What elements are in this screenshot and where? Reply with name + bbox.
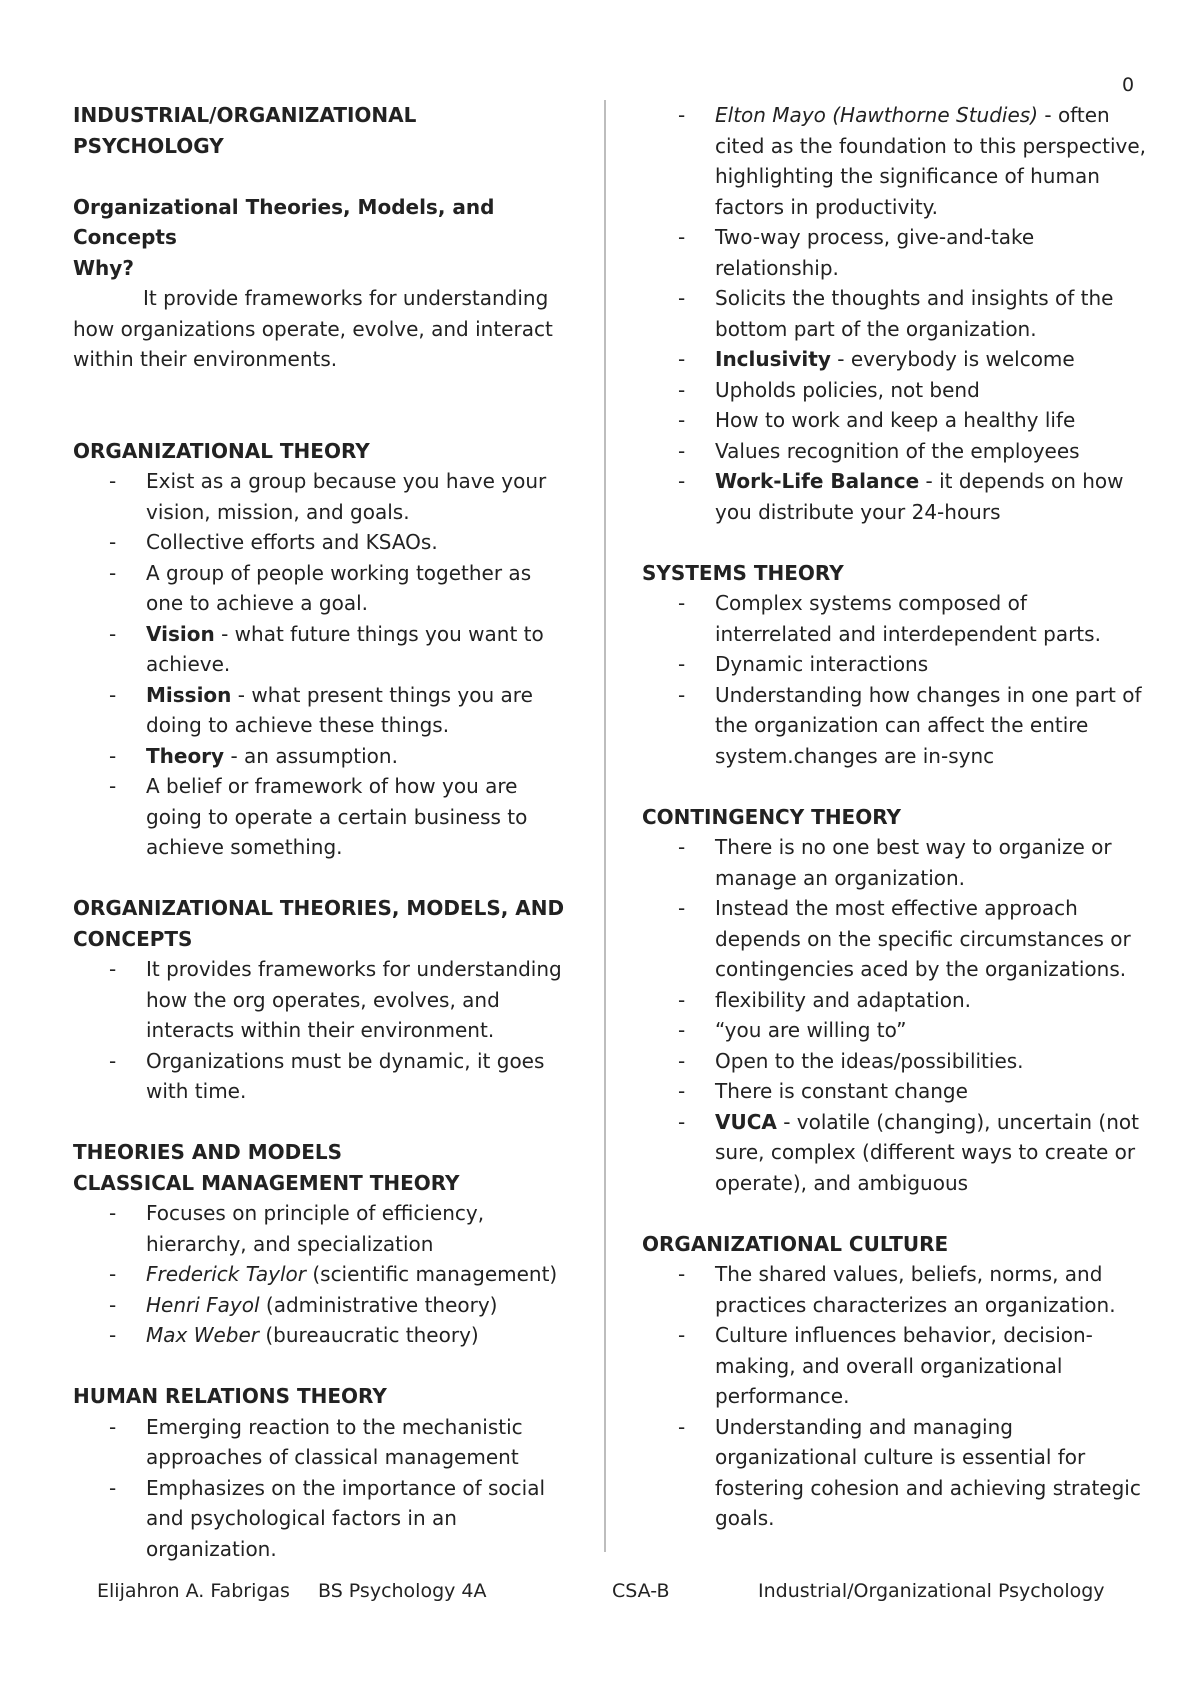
list-item: - How to work and keep a healthy life: [715, 405, 1147, 436]
heading-theories-and-models: THEORIES AND MODELS: [73, 1140, 343, 1164]
list-item: [146, 1259, 573, 1290]
list-item: - Two-way process, give-and-take relationship.: [715, 222, 1147, 283]
term-mission: Mission: [146, 682, 232, 707]
list-item: - Open to the ideas/possibilities.: [715, 1046, 1147, 1077]
column-divider: [604, 100, 606, 1552]
list-item: - Values recognition of the employees: [715, 436, 1147, 467]
document-title-line2: PSYCHOLOGY: [73, 133, 224, 158]
human-relations-list-continued: [642, 100, 1147, 527]
heading-otmc-line2: CONCEPTS: [73, 926, 193, 951]
list-item: - Organizations must be dynamic, it goes with time.: [146, 1046, 573, 1107]
list-item: - Exist as a group because you have your vision, mission, and goals.: [146, 466, 573, 527]
definition: - everybody is welcome: [830, 347, 1075, 371]
definition: - what present things you are doing to achieve these things.: [146, 682, 533, 737]
list-item: [715, 466, 1147, 527]
organizational-culture-list: [642, 1259, 1147, 1534]
list-item: - Instead the most effective approach depends on the specific circumstances or contingencies aced by the organizations.: [715, 893, 1147, 985]
description: - often cited as the foundation to this perspective, highlighting the significance of human factors in productivity.: [715, 103, 1147, 219]
name-fayol: Henri Fayol: [146, 1292, 260, 1317]
footer-program: BS Psychology 4A: [318, 1580, 487, 1602]
organizational-theory-list: [73, 466, 573, 863]
list-item: - It provides frameworks for understanding how the org operates, evolves, and interacts within their environment.: [146, 954, 573, 1046]
classical-management-list: [73, 1198, 573, 1351]
list-item: - A group of people working together as one to achieve a goal.: [146, 558, 573, 619]
list-item: - There is no one best way to organize or manage an organization.: [715, 832, 1147, 893]
description: (bureaucratic theory): [259, 1323, 479, 1347]
term-inclusivity: Inclusivity: [715, 347, 831, 371]
term-vision: Vision: [146, 621, 215, 646]
name-mayo: Elton Mayo (Hawthorne Studies): [715, 103, 1039, 127]
list-item: [146, 619, 573, 680]
footer-author: Elijahron A. Fabrigas: [97, 1580, 290, 1602]
heading-organizational-theory: ORGANIZATIONAL THEORY: [73, 438, 370, 463]
otmc-list: [73, 954, 573, 1107]
contingency-theory-list: [642, 832, 1147, 1198]
definition: - volatile (changing), uncertain (not sure, complex (different ways to create or operate), and ambiguous: [715, 1109, 1139, 1195]
intro-paragraph: It provide frameworks for understanding how organizations operate, evolve, and interact within their environments.: [73, 286, 553, 371]
heading-systems-theory: SYSTEMS THEORY: [642, 560, 844, 585]
heading-organizational-culture: ORGANIZATIONAL CULTURE: [642, 1231, 949, 1256]
heading-contingency-theory: CONTINGENCY THEORY: [642, 804, 902, 829]
definition: - it depends on how you distribute your 24-hours: [715, 469, 1124, 524]
left-column: [73, 100, 573, 1564]
list-item: [715, 1107, 1147, 1199]
heading-human-relations: HUMAN RELATIONS THEORY: [73, 1384, 387, 1408]
description: (scientific management): [305, 1262, 558, 1286]
list-item: - Understanding and managing organizational culture is essential for fostering cohesion and achieving strategic goals.: [715, 1412, 1147, 1534]
list-item: - A belief or framework of how you are going to operate a certain business to achieve something.: [146, 771, 573, 863]
systems-theory-list: [642, 588, 1147, 771]
term-theory: Theory: [146, 743, 225, 768]
heading-otmc-line1: ORGANIZATIONAL THEORIES, MODELS, AND: [73, 896, 565, 920]
list-item: - Dynamic interactions: [715, 649, 1147, 680]
description: (administrative theory): [259, 1292, 498, 1317]
list-item: - There is constant change: [715, 1076, 1147, 1107]
term-work-life-balance: Work-Life Balance: [715, 469, 920, 493]
why-label: Why?: [73, 255, 134, 280]
list-item: - Focuses on principle of efficiency, hierarchy, and specialization: [146, 1198, 573, 1259]
list-item: [146, 1290, 573, 1321]
list-item: - Understanding how changes in one part of the organization can affect the entire system.changes are in-sync: [715, 680, 1147, 772]
list-item: [146, 741, 573, 772]
list-item: - Emphasizes on the importance of social and psychological factors in an organization.: [146, 1473, 573, 1565]
document-title-line1: INDUSTRIAL/ORGANIZATIONAL: [73, 103, 417, 127]
list-item: - Culture influences behavior, decision-making, and overall organizational performance.: [715, 1320, 1147, 1412]
list-item: - Upholds policies, not bend: [715, 375, 1147, 406]
definition: - what future things you want to achieve.: [146, 621, 544, 676]
list-item: [715, 344, 1147, 375]
list-item: - Solicits the thoughts and insights of the bottom part of the organization.: [715, 283, 1147, 344]
name-taylor: Frederick Taylor: [146, 1262, 306, 1286]
list-item: - flexibility and adaptation.: [715, 985, 1147, 1016]
name-weber: Max Weber: [146, 1323, 260, 1347]
page-number: 0: [1122, 74, 1135, 96]
footer-course: Industrial/Organizational Psychology: [758, 1580, 1105, 1602]
subtitle: Organizational Theories, Models, and Concepts: [73, 194, 495, 249]
list-item: [146, 680, 573, 741]
list-item: - Collective efforts and KSAOs.: [146, 527, 573, 558]
list-item: - Emerging reaction to the mechanistic approaches of classical management: [146, 1412, 573, 1473]
list-item: [715, 100, 1147, 222]
right-column: [642, 100, 1147, 1534]
list-item: - The shared values, beliefs, norms, and practices characterizes an organization.: [715, 1259, 1147, 1320]
footer-section: CSA-B: [612, 1580, 670, 1602]
list-item: - “you are willing to”: [715, 1015, 1147, 1046]
list-item: - Complex systems composed of interrelated and interdependent parts.: [715, 588, 1147, 649]
list-item: [146, 1320, 573, 1351]
human-relations-list: [73, 1412, 573, 1565]
heading-classical-management: CLASSICAL MANAGEMENT THEORY: [73, 1170, 460, 1195]
definition: - an assumption.: [224, 743, 398, 768]
term-vuca: VUCA: [715, 1109, 777, 1134]
